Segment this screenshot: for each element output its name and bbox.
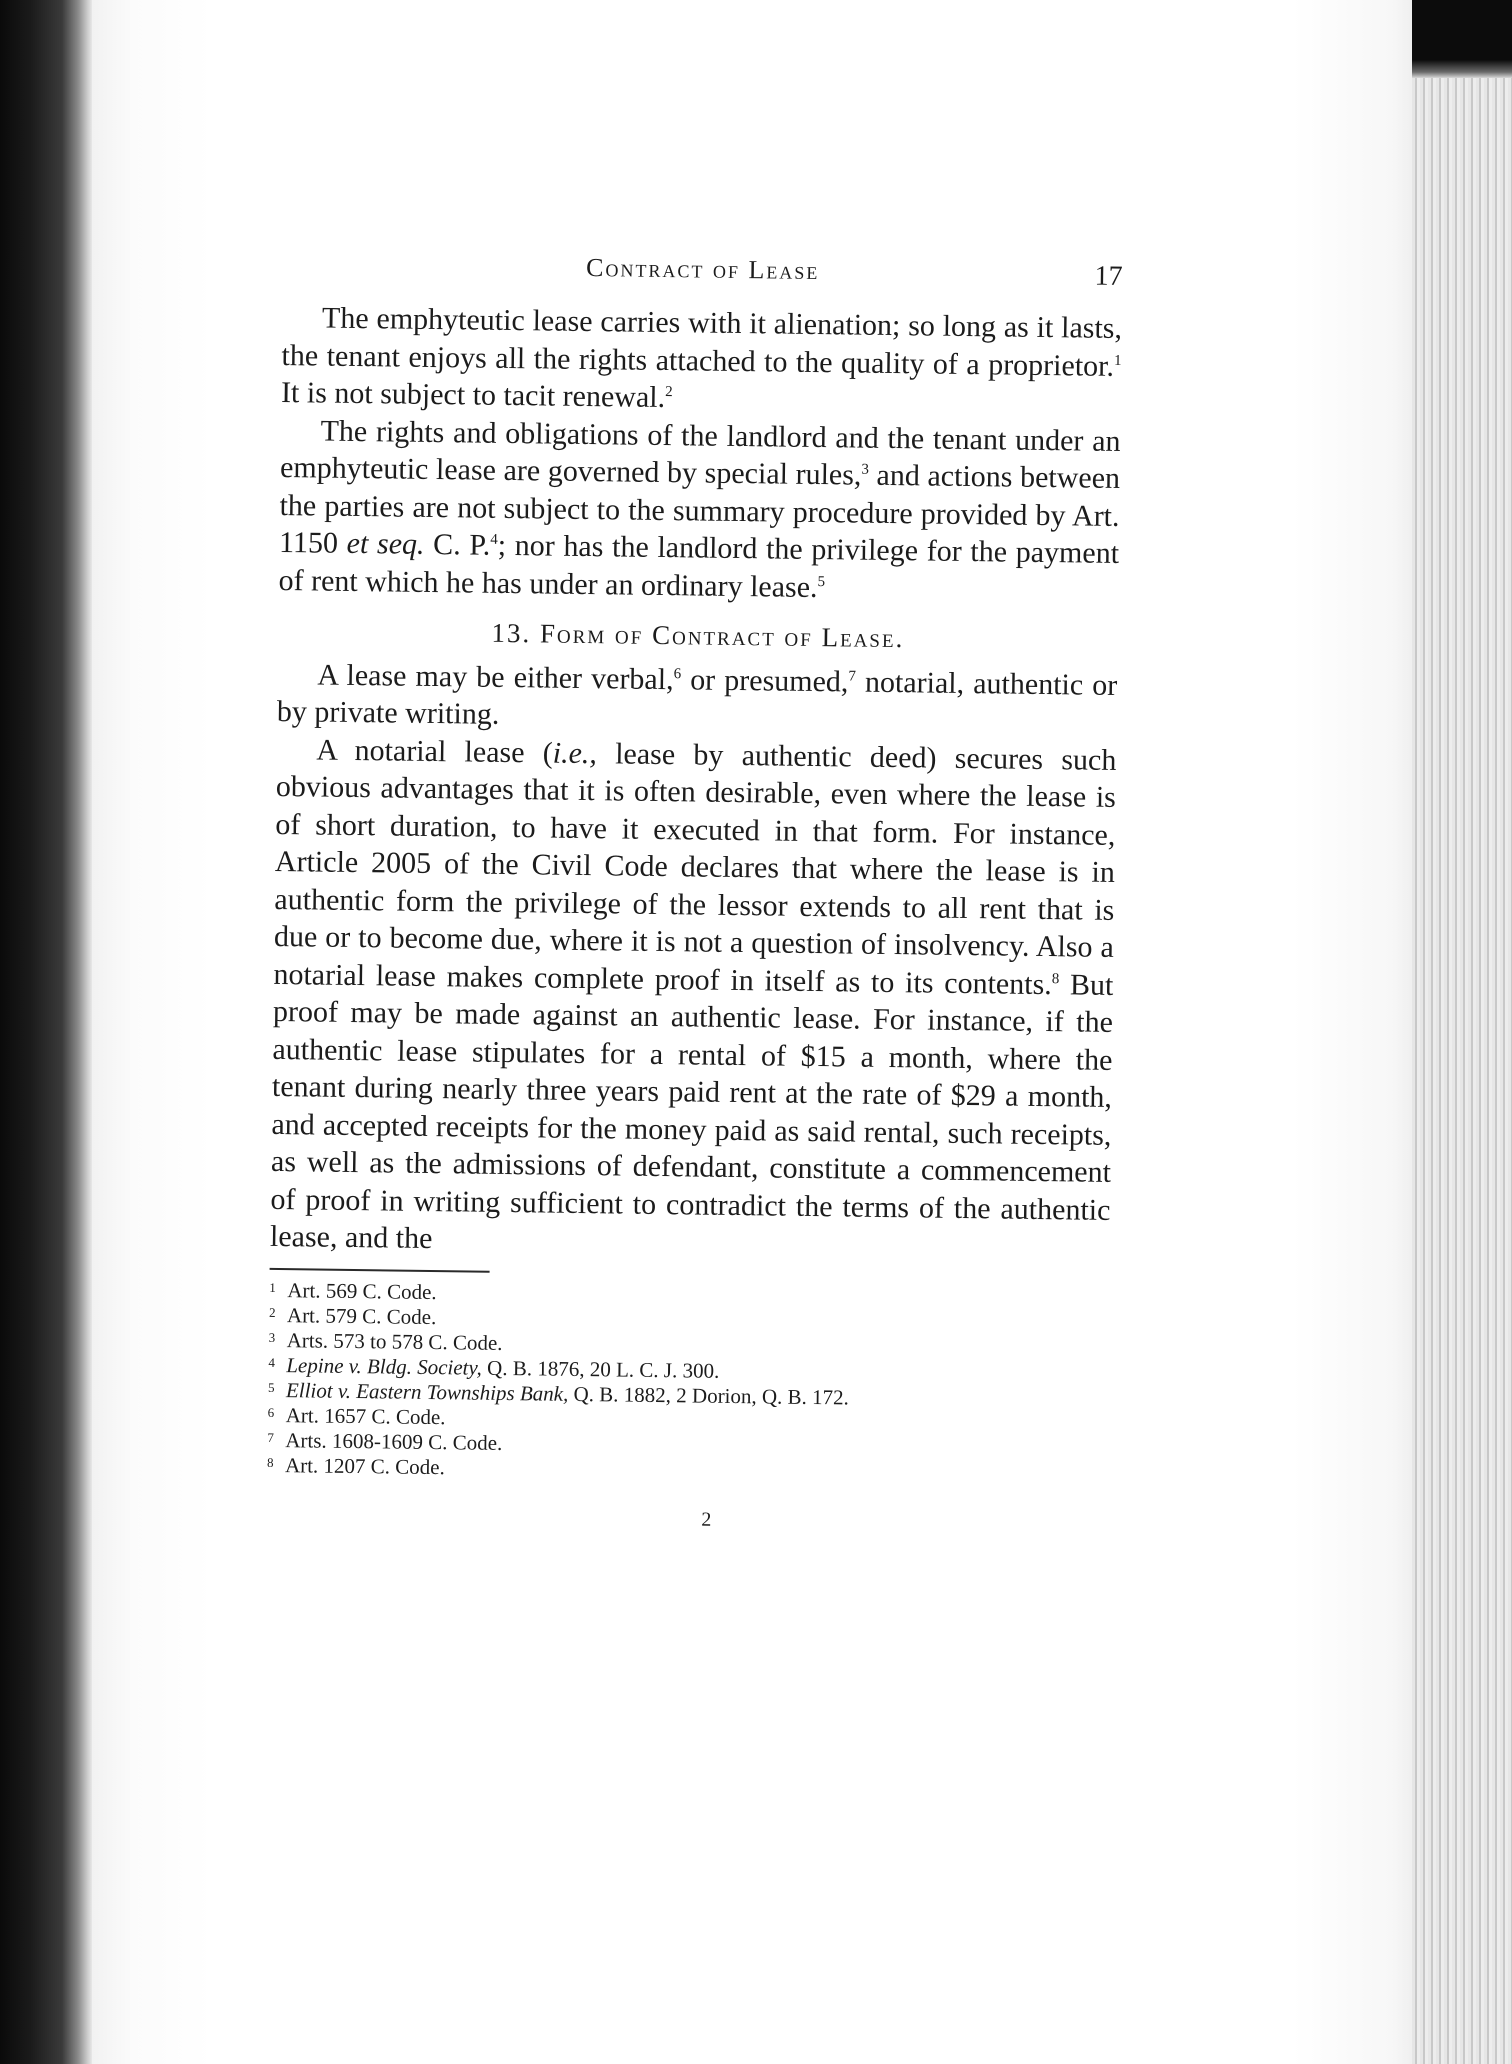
text-run: A notarial lease ( — [316, 732, 554, 770]
text-run: and actions between the parties are not subject to the summary procedure provided by Art. 1150 — [278, 458, 1121, 560]
footnote-ref: 5 — [817, 573, 826, 590]
paragraph-emphyteutic-lease — [281, 299, 1122, 422]
footnote-number: 4 — [268, 1354, 275, 1370]
left-page-edge — [0, 0, 92, 2064]
footnote-ref: 4 — [490, 531, 498, 548]
page-stack-shadow — [1412, 0, 1512, 78]
text-run: The emphyteutic lease carries with it alienation; so long as it lasts, the tenant enjoys all the rights attached to the quality of a proprietor. — [281, 301, 1123, 383]
footnote-rule — [270, 1267, 490, 1272]
footnote-ref: 8 — [1051, 970, 1060, 987]
footnote-text: Arts. 1608-1609 C. Code. — [285, 1427, 503, 1455]
text-run: notarial, authentic or by private writing. — [276, 665, 1118, 731]
footnote-number: 2 — [268, 1304, 276, 1320]
italic-term: et seq. — [346, 526, 425, 561]
footnotes — [267, 1277, 1110, 1488]
footnote-text: Art. 569 C. Code. — [287, 1277, 437, 1304]
footnote-number: 8 — [266, 1454, 274, 1470]
footnote-number: 1 — [269, 1279, 276, 1295]
footnote-ref: 2 — [665, 384, 673, 401]
footnote-ref: 3 — [861, 461, 870, 478]
footnote-text: Art. 579 C. Code. — [286, 1302, 437, 1329]
text-run: A lease may be either verbal, — [317, 657, 674, 696]
paragraph-rights-obligations — [278, 411, 1120, 609]
paragraph-notarial-lease — [270, 730, 1117, 1266]
section-heading: 13. Form of Contract of Lease. — [491, 617, 905, 654]
footnote-text: Arts. 573 to 578 C. Code. — [286, 1327, 503, 1355]
text-run: The rights and obligations of the landlord and the tenant under an emphyteutic lease are governed by special rules, — [279, 414, 1121, 492]
footnote-text: Q. B. 1882, 2 Dorion, Q. B. 172. — [568, 1381, 850, 1410]
page-header — [282, 245, 1123, 310]
case-name: Elliot v. Eastern Townships Bank, — [285, 1377, 569, 1406]
page-number: 17 — [1094, 260, 1123, 292]
paragraph-lease-forms — [277, 655, 1118, 741]
page-text — [266, 245, 1123, 1544]
footnote-ref: 6 — [673, 665, 682, 682]
footnote-text: Art. 1207 C. Code. — [284, 1452, 446, 1479]
italic-term: i.e., — [552, 736, 598, 770]
footnote-text: Q. B. 1876, 20 L. C. J. 300. — [481, 1355, 720, 1383]
text-run: It is not subject to tacit renewal. — [280, 375, 666, 415]
text-run: But proof may be made against an authentic lease. For instance, if the authentic lease stipulates for a rental of $15 a month, where the tenant during nearly three years paid rent at the rate of $29 a month, and accepted receipts for the money paid as said rental, such receipts, as well as the admissions of defendant, constitute a commencement of proof in writing sufficient to contradict the terms of the authentic lease, and the — [269, 967, 1114, 1256]
page-stack-edge — [1412, 78, 1512, 2064]
footnote-ref: 7 — [848, 667, 857, 685]
footnote-number: 7 — [267, 1429, 274, 1445]
footnote-number: 3 — [268, 1329, 276, 1345]
footnote-number: 6 — [267, 1404, 275, 1420]
footnote-ref: 1 — [1113, 352, 1122, 369]
case-name: Lepine v. Bldg. Society, — [286, 1352, 483, 1380]
text-run: lease by authentic deed) secures such obvious advantages that it is often desirable, even where the lease is of short duration, to have it executed in that form. For instance, Article 2005 of the Civil Code declares that where the lease is in authentic form the privilege of the lessor extends to all rent that is due or to become due, where it is not a question of insolvency. Also a notarial lease makes complete proof in itself as to its contents. — [273, 736, 1117, 1001]
text-run: ; nor has the landlord the privilege for the payment of rent which he has under an ordinary lease. — [278, 528, 1120, 604]
footnote-number: 5 — [267, 1379, 275, 1395]
text-run: C. P. — [424, 527, 491, 562]
running-head: Contract of Lease — [585, 252, 820, 286]
signature-mark: 2 — [701, 1508, 712, 1531]
text-run: or presumed, — [680, 662, 849, 698]
footnote-text: Art. 1657 C. Code. — [285, 1402, 446, 1429]
